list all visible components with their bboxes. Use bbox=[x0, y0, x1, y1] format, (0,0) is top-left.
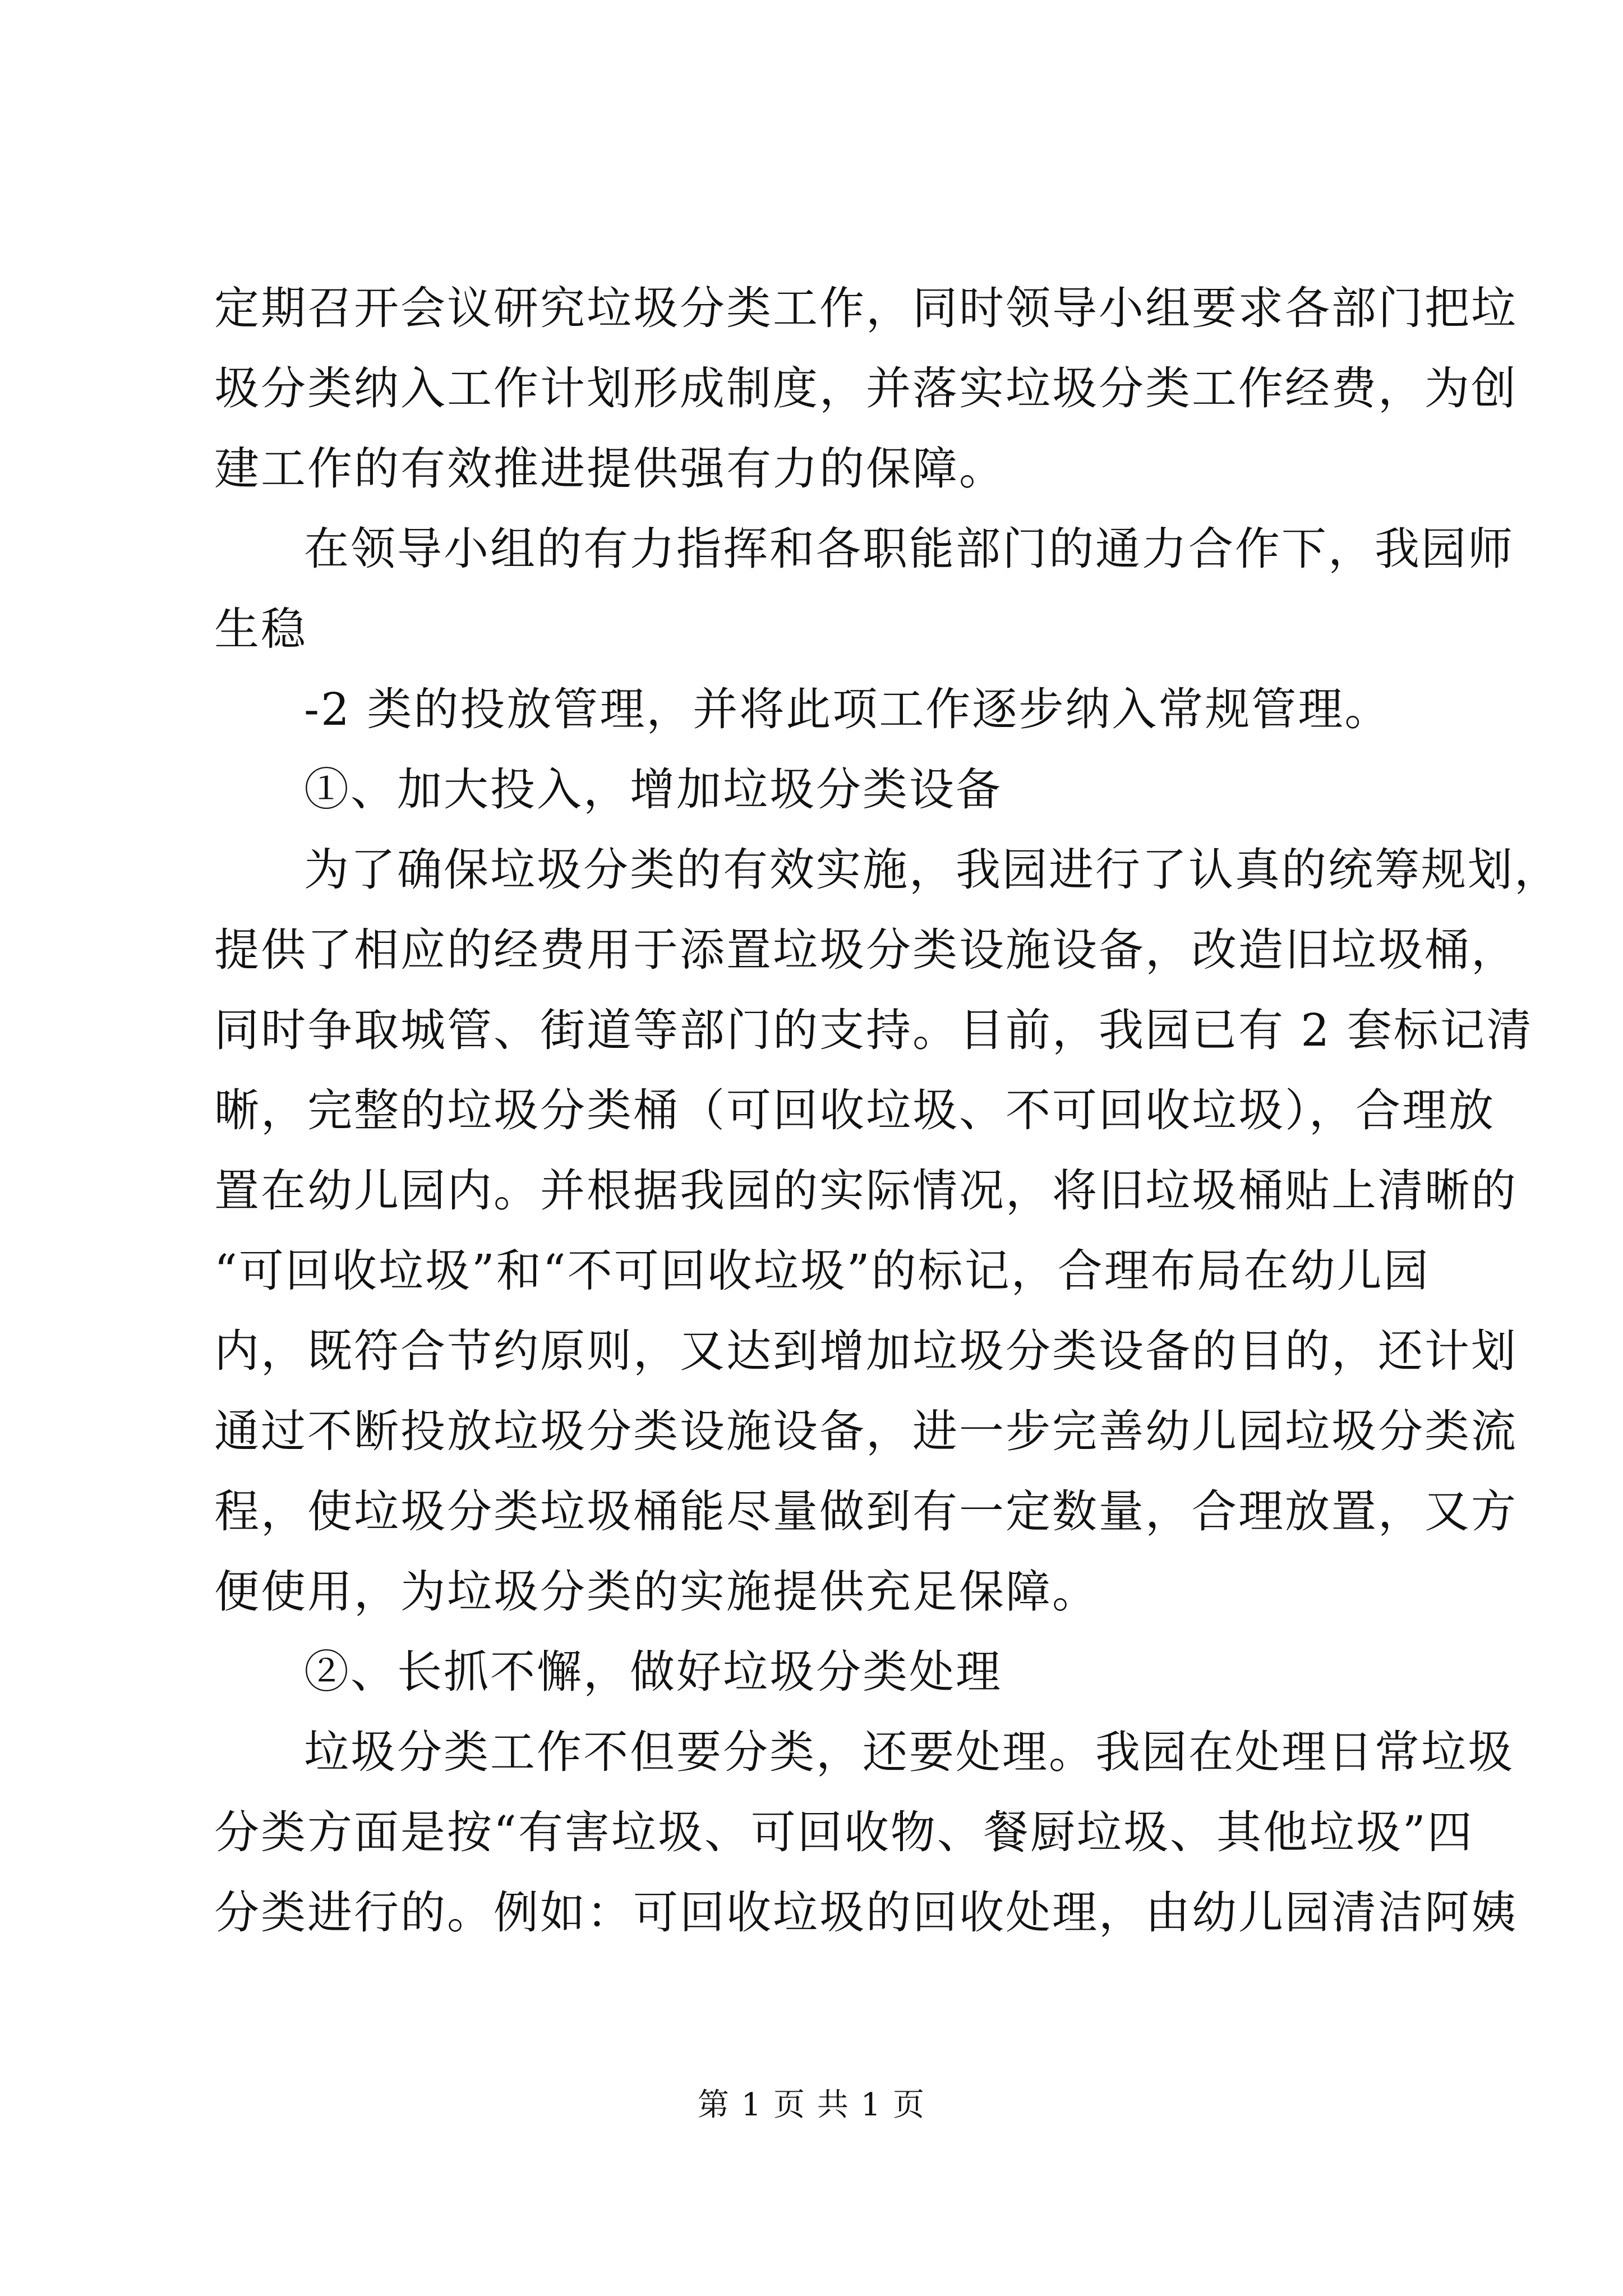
paragraph-first-line: 垃圾分类工作不但要分类，还要处理。我园在处理日常垃圾 bbox=[304, 1726, 1514, 1778]
text-line: 便使用，为垃圾分类的实施提供充足保障。 bbox=[214, 1566, 1099, 1618]
text-line: 同时争取城管、街道等部门的支持。目前，我园已有 2 套标记清 bbox=[214, 1004, 1533, 1056]
text-line: 圾分类纳入工作计划形成制度，并落实垃圾分类工作经费，为创 bbox=[214, 362, 1518, 415]
text-line: 通过不断投放垃圾分类设施设备，进一步完善幼儿园垃圾分类流 bbox=[214, 1405, 1518, 1457]
text-line: 置在幼儿园内。并根据我园的实际情况，将旧垃圾桶贴上清晰的 bbox=[214, 1165, 1518, 1217]
text-line: 分类进行的。例如：可回收垃圾的回收处理，由幼儿园清洁阿姨 bbox=[214, 1887, 1518, 1939]
section-heading: ①、加大投入，增加垃圾分类设备 bbox=[304, 763, 1002, 816]
section-heading: ②、长抓不懈，做好垃圾分类处理 bbox=[304, 1646, 1002, 1698]
text-line: 程，使垃圾分类垃圾桶能尽量做到有一定数量，合理放置，又方 bbox=[214, 1485, 1518, 1538]
paragraph-first-line: 为了确保垃圾分类的有效实施，我园进行了认真的统筹规划， bbox=[304, 844, 1561, 896]
text-line: 内，既符合节约原则，又达到增加垃圾分类设备的目的，还计划 bbox=[214, 1325, 1518, 1377]
page-footer: 第 1 页 共 1 页 bbox=[697, 2087, 926, 2123]
paragraph-first-line: -2 类的投放管理，并将此项工作逐步纳入常规管理。 bbox=[304, 683, 1391, 735]
text-line: 建工作的有效推进提供强有力的保障。 bbox=[214, 443, 1006, 495]
text-line: 生稳 bbox=[214, 603, 307, 655]
text-line: 分类方面是按“有害垃圾、可回收物、餐厨垃圾、其他垃圾”四 bbox=[214, 1806, 1474, 1858]
text-line: “可回收垃圾”和“不可回收垃圾”的标记，合理布局在幼儿园 bbox=[214, 1245, 1430, 1297]
text-line: 提供了相应的经费用于添置垃圾分类设施设备，改造旧垃圾桶， bbox=[214, 924, 1518, 976]
paragraph-first-line: 在领导小组的有力指挥和各职能部门的通力合作下，我园师 bbox=[304, 523, 1514, 575]
text-line: 定期召开会议研究垃圾分类工作，同时领导小组要求各部门把垃 bbox=[214, 282, 1518, 334]
text-line: 晰，完整的垃圾分类桶（可回收垃圾、不可回收垃圾），合理放 bbox=[214, 1084, 1495, 1137]
